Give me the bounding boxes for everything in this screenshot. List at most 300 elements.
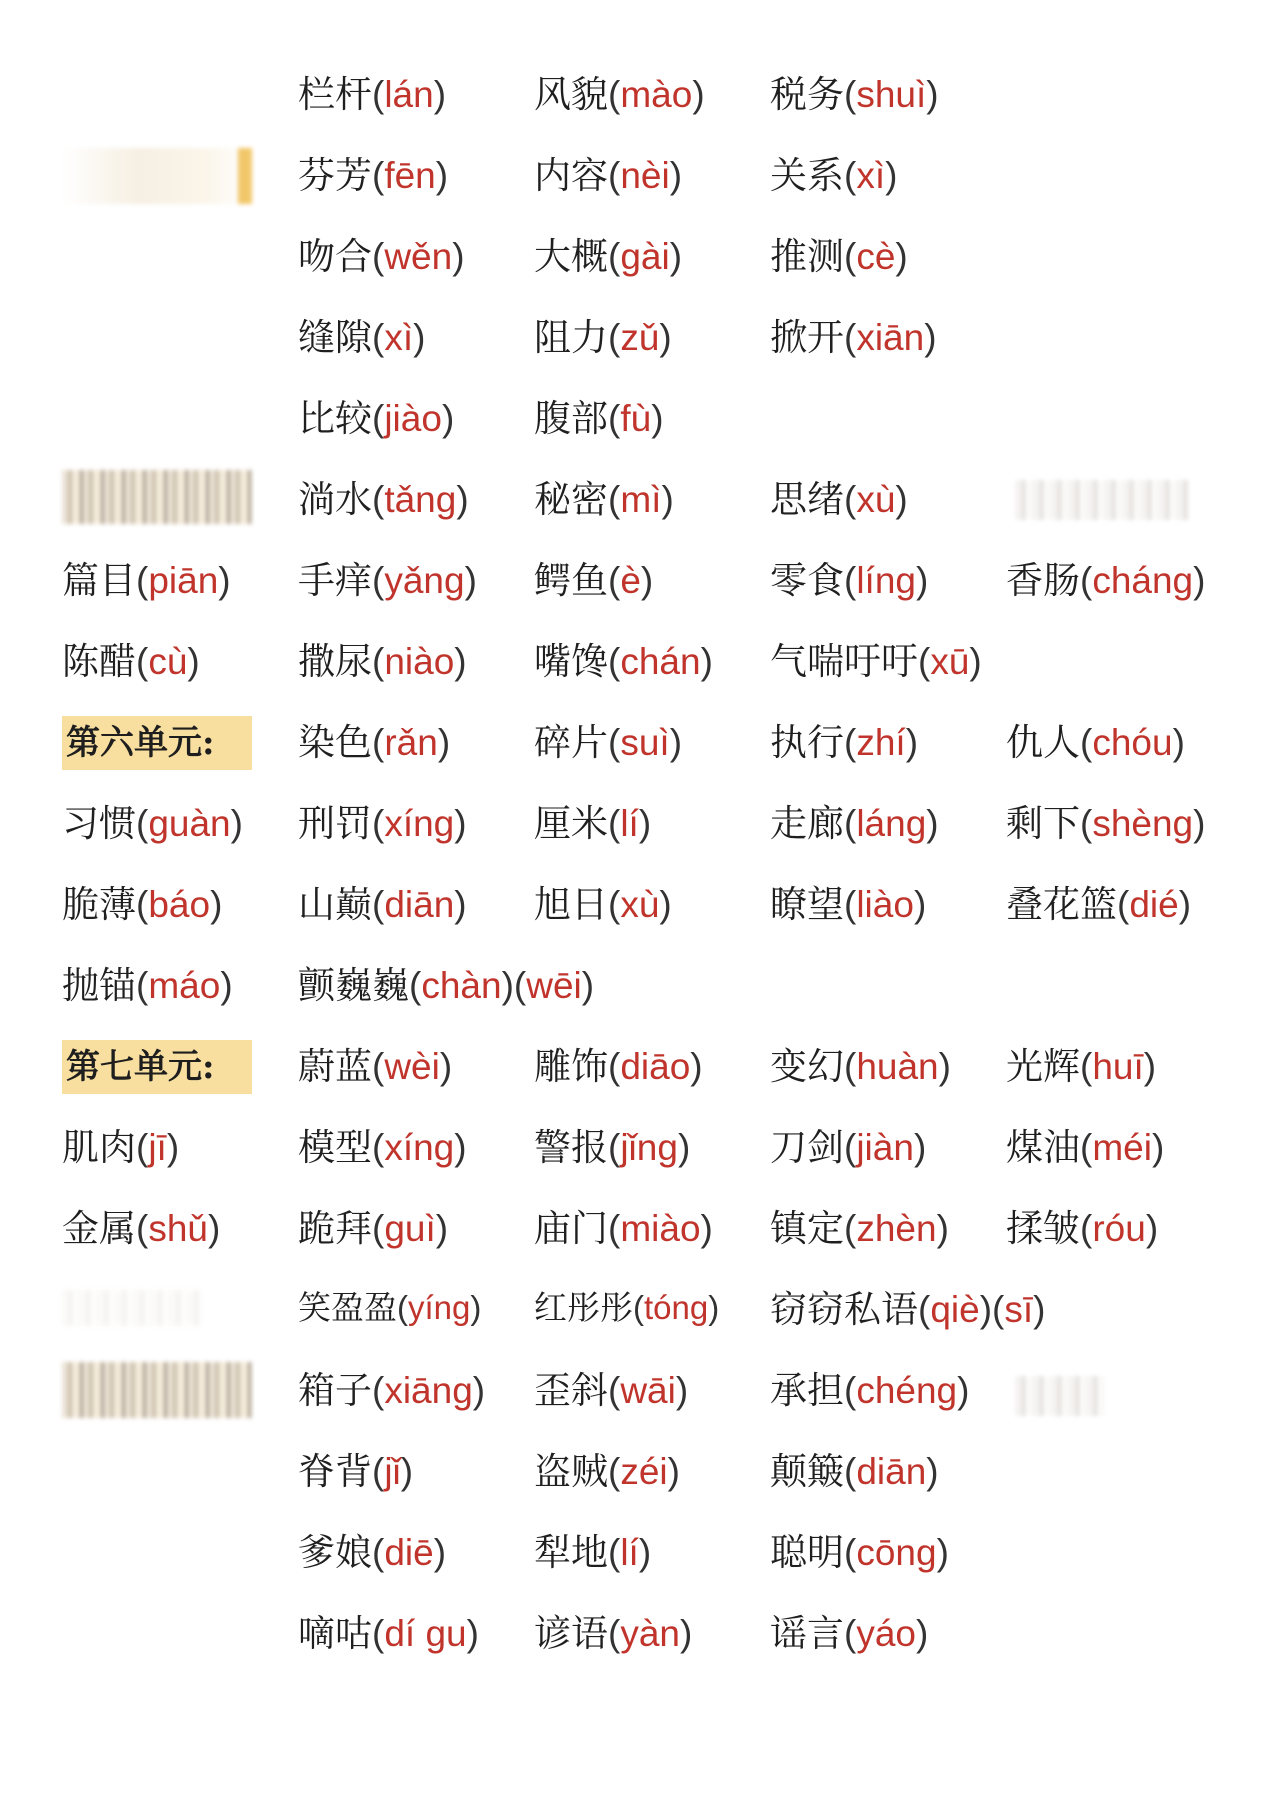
vocab-pinyin: shǔ [148, 1208, 208, 1249]
paren-open: ( [608, 479, 621, 520]
vocab-item [770, 559, 929, 602]
paren-close: ) [667, 1451, 680, 1492]
vocab-item [770, 883, 927, 926]
vocab-item [770, 1045, 951, 1088]
vocab-item [534, 316, 672, 359]
blurred-heading-3 [62, 1362, 252, 1418]
vocab-pinyin: niào [384, 641, 455, 682]
vocab-item [534, 1369, 689, 1412]
paren-open: ( [1080, 1208, 1093, 1249]
paren-open: ( [608, 560, 621, 601]
paren-close: ) [905, 722, 919, 763]
paren-open: ( [844, 479, 857, 520]
paren-open: ( [608, 1613, 621, 1654]
vocab-pinyin: nèi [620, 155, 670, 196]
vocab-item [534, 1207, 713, 1250]
paren-open: ( [844, 722, 857, 763]
paren-open: ( [1080, 722, 1093, 763]
paren-open: ( [844, 1208, 857, 1249]
vocab-item [298, 964, 595, 1007]
paren-open: ( [1080, 1127, 1093, 1168]
vocab-item [770, 316, 937, 359]
paren-open: ( [918, 641, 931, 682]
vocab-word: 脆薄 [62, 883, 136, 926]
vocab-item [298, 1369, 486, 1412]
vocab-pinyin: miào [620, 1208, 701, 1249]
paren-open: ( [608, 1208, 621, 1249]
vocab-word: 歪斜 [534, 1369, 608, 1412]
paren-close: ) [187, 641, 200, 682]
vocab-item [770, 154, 898, 197]
vocab-word: 内容 [534, 154, 608, 197]
vocab-pinyin: lí [620, 1532, 639, 1573]
paren-open: ( [1117, 884, 1130, 925]
vocab-item [534, 397, 664, 440]
vocab-pinyin: diāo [620, 1046, 691, 1087]
vocab-pinyin: shèng [1092, 803, 1194, 844]
vocab-item [62, 640, 200, 683]
vocab-word: 仇人 [1006, 721, 1080, 764]
paren-close: ) [433, 74, 447, 115]
vocab-word: 承担 [770, 1369, 844, 1412]
vocab-word: 光辉 [1006, 1045, 1080, 1088]
vocab-pinyin: diān [384, 884, 455, 925]
vocab-word: 税务 [770, 73, 844, 116]
vocab-pinyin: cōng [856, 1532, 937, 1573]
paren-close: ) [979, 1289, 993, 1330]
vocab-word: 镇定 [770, 1207, 844, 1250]
vocab-word: 陈醋 [62, 640, 136, 683]
blurred-fragment-3 [1015, 1376, 1105, 1416]
vocab-pinyin: chàn [421, 965, 502, 1006]
vocab-pinyin-2: wēi [526, 965, 582, 1006]
paren-close: ) [452, 236, 465, 277]
vocab-word: 大概 [534, 235, 608, 278]
paren-close: ) [413, 317, 426, 358]
vocab-word: 染色 [298, 721, 372, 764]
vocab-pinyin: rǎn [384, 722, 438, 763]
paren-open: ( [513, 965, 527, 1006]
vocab-item [534, 559, 654, 602]
paren-close: ) [924, 317, 937, 358]
paren-open: ( [844, 803, 857, 844]
vocab-item [770, 1126, 927, 1169]
vocab-word: 金属 [62, 1207, 136, 1250]
vocab-word: 雕饰 [534, 1045, 608, 1088]
vocab-item [534, 73, 705, 116]
vocab-item [298, 883, 467, 926]
paren-open: ( [372, 884, 385, 925]
paren-close: ) [400, 1451, 414, 1492]
vocab-pinyin: chéng [856, 1370, 958, 1411]
paren-open: ( [372, 722, 385, 763]
paren-open: ( [608, 74, 621, 115]
vocab-item [770, 1450, 939, 1493]
vocab-word: 阻力 [534, 316, 608, 359]
vocab-item [534, 235, 683, 278]
vocab-item [534, 154, 683, 197]
vocab-pinyin: fēn [384, 155, 436, 196]
paren-close: ) [669, 722, 683, 763]
vocab-word: 走廊 [770, 802, 844, 845]
paren-open: ( [136, 1127, 149, 1168]
vocab-pinyin: diē [384, 1532, 434, 1573]
vocab-item [534, 1612, 693, 1655]
paren-close: ) [915, 560, 929, 601]
paren-open: ( [844, 1127, 857, 1168]
vocab-word: 思绪 [770, 478, 844, 521]
paren-close: ) [220, 965, 233, 1006]
vocab-word: 执行 [770, 721, 844, 764]
vocab-word: 揉皱 [1006, 1207, 1080, 1250]
vocab-pinyin: tǎng [384, 479, 457, 520]
paren-open: ( [844, 560, 857, 601]
vocab-item [770, 640, 982, 683]
paren-close: ) [913, 1127, 927, 1168]
vocab-word: 厘米 [534, 802, 608, 845]
paren-open: ( [844, 74, 857, 115]
vocab-item [298, 235, 465, 278]
paren-open: ( [844, 1370, 857, 1411]
vocab-pinyin: qiè [930, 1289, 980, 1330]
paren-close: ) [638, 1532, 652, 1573]
paren-open: ( [372, 1208, 385, 1249]
vocab-pinyin: jiàn [856, 1127, 914, 1168]
vocab-word: 箱子 [298, 1369, 372, 1412]
paren-close: ) [926, 1451, 939, 1492]
paren-open: ( [397, 1289, 408, 1326]
vocab-word: 关系 [770, 154, 844, 197]
vocab-word: 犁地 [534, 1531, 608, 1574]
vocab-item [298, 1207, 449, 1250]
unit7-heading: 第七单元: [62, 1040, 252, 1094]
vocab-word: 比较 [298, 397, 372, 440]
paren-open: ( [136, 1208, 149, 1249]
paren-open: ( [136, 641, 149, 682]
vocab-pinyin: jiào [384, 398, 442, 439]
vocab-pinyin: wāi [620, 1370, 676, 1411]
vocab-pinyin: jī [148, 1127, 167, 1168]
vocab-item [298, 1612, 479, 1655]
vocab-word: 香肠 [1006, 559, 1080, 602]
vocab-word: 肌肉 [62, 1126, 136, 1169]
vocab-pinyin: líng [856, 560, 916, 601]
paren-close: ) [936, 1532, 949, 1573]
paren-close: ) [638, 803, 652, 844]
paren-open: ( [372, 1613, 385, 1654]
vocab-word: 栏杆 [298, 73, 372, 116]
vocab-item [1006, 802, 1206, 845]
vocab-word: 笑盈盈 [298, 1288, 397, 1327]
vocab-pinyin: dié [1129, 884, 1179, 925]
vocab-pinyin: huàn [856, 1046, 939, 1087]
vocab-word: 抛锚 [62, 964, 136, 1007]
vocab-pinyin: wěn [384, 236, 453, 277]
paren-close: ) [454, 803, 467, 844]
vocab-pinyin: róu [1092, 1208, 1146, 1249]
paren-open: ( [608, 1532, 621, 1573]
paren-close: ) [501, 965, 514, 1006]
paren-close: ) [466, 1613, 479, 1654]
vocab-item [62, 964, 233, 1007]
vocab-pinyin: wèi [384, 1046, 440, 1087]
paren-close: ) [957, 1370, 970, 1411]
paren-open: ( [844, 317, 857, 358]
vocab-item [1006, 1045, 1157, 1088]
paren-open: ( [844, 1613, 857, 1654]
paren-open: ( [372, 1127, 385, 1168]
paren-open: ( [608, 722, 621, 763]
paren-open: ( [844, 1532, 857, 1573]
vocab-item [770, 1369, 970, 1412]
vocab-word: 煤油 [1006, 1126, 1080, 1169]
paren-close: ) [456, 479, 469, 520]
paren-close: ) [679, 1613, 693, 1654]
vocab-item [298, 154, 449, 197]
paren-close: ) [439, 1046, 453, 1087]
paren-close: ) [885, 155, 898, 196]
paren-close: ) [938, 1046, 951, 1087]
vocab-item [534, 1450, 680, 1493]
paren-open: ( [372, 479, 385, 520]
paren-open: ( [608, 1046, 621, 1087]
paren-close: ) [651, 398, 664, 439]
vocab-pinyin: xù [620, 884, 660, 925]
vocab-item [534, 478, 674, 521]
vocab-item [770, 721, 919, 764]
paren-open: ( [136, 965, 149, 1006]
paren-open: ( [372, 398, 385, 439]
paren-close: ) [659, 884, 672, 925]
vocab-item [770, 1207, 949, 1250]
vocab-item [534, 640, 713, 683]
vocab-word: 刑罚 [298, 802, 372, 845]
vocab-pinyin: chóu [1092, 722, 1173, 763]
vocab-pinyin: guì [384, 1208, 436, 1249]
vocab-pinyin: xì [856, 155, 886, 196]
vocab-item [298, 1288, 482, 1327]
vocab-word: 碎片 [534, 721, 608, 764]
paren-open: ( [844, 236, 857, 277]
paren-open: ( [372, 74, 385, 115]
vocab-item [534, 883, 672, 926]
paren-open: ( [608, 803, 621, 844]
vocab-pinyin: xíng [384, 803, 455, 844]
vocab-word: 谚语 [534, 1612, 608, 1655]
vocab-pinyin: fù [620, 398, 652, 439]
paren-close: ) [700, 641, 713, 682]
paren-open: ( [918, 1289, 931, 1330]
vocab-item [770, 1288, 1046, 1331]
vocab-word: 零食 [770, 559, 844, 602]
vocab-pinyin: báo [148, 884, 211, 925]
paren-close: ) [669, 155, 683, 196]
paren-open: ( [136, 884, 149, 925]
paren-close: ) [435, 1208, 449, 1249]
vocab-item [62, 1126, 180, 1169]
paren-close: ) [926, 74, 939, 115]
paren-open: ( [844, 155, 857, 196]
vocab-pinyin: shuì [856, 74, 927, 115]
paren-open: ( [608, 236, 621, 277]
vocab-pinyin: cù [148, 641, 188, 682]
paren-close: ) [472, 1370, 486, 1411]
paren-open: ( [608, 1451, 621, 1492]
paren-open: ( [1080, 560, 1093, 601]
vocab-pinyin: mì [620, 479, 662, 520]
paren-open: ( [372, 1370, 385, 1411]
vocab-pinyin: diān [856, 1451, 927, 1492]
vocab-word: 秘密 [534, 478, 608, 521]
vocab-pinyin: gài [620, 236, 670, 277]
paren-close: ) [470, 1289, 482, 1326]
vocab-pinyin: huī [1092, 1046, 1144, 1087]
vocab-item [298, 1450, 414, 1493]
vocab-item [298, 640, 467, 683]
vocab-pinyin: xiāng [384, 1370, 473, 1411]
paren-close: ) [454, 1127, 467, 1168]
paren-close: ) [669, 236, 683, 277]
paren-open: ( [372, 1532, 385, 1573]
vocab-pinyin: chán [620, 641, 701, 682]
vocab-item [298, 721, 451, 764]
vocab-pinyin: cháng [1092, 560, 1194, 601]
vocab-word: 叠花篮 [1006, 883, 1117, 926]
vocab-pinyin: lán [384, 74, 434, 115]
paren-open: ( [608, 641, 621, 682]
paren-close: ) [433, 1532, 447, 1573]
vocab-word: 脊背 [298, 1450, 372, 1493]
paren-close: ) [1033, 1289, 1046, 1330]
vocab-word: 芬芳 [298, 154, 372, 197]
vocab-item [534, 1288, 720, 1327]
paren-open: ( [372, 803, 385, 844]
vocab-pinyin: yáo [856, 1613, 916, 1654]
vocab-item [770, 1612, 929, 1655]
vocab-word: 吻合 [298, 235, 372, 278]
vocab-word: 嘴馋 [534, 640, 608, 683]
paren-close: ) [207, 1208, 221, 1249]
vocab-item [534, 1126, 691, 1169]
vocab-pinyin: guàn [148, 803, 231, 844]
vocab-item [534, 802, 652, 845]
vocab-item [534, 1045, 703, 1088]
paren-close: ) [454, 641, 467, 682]
paren-open: ( [372, 641, 385, 682]
paren-open: ( [608, 1127, 621, 1168]
paren-close: ) [969, 641, 982, 682]
paren-close: ) [437, 722, 451, 763]
vocab-pinyin: liào [856, 884, 914, 925]
vocab-item [534, 721, 683, 764]
paren-open: ( [1080, 1046, 1093, 1087]
vocab-word: 盗贼 [534, 1450, 608, 1493]
vocab-word: 篇目 [62, 559, 136, 602]
paren-open: ( [608, 398, 621, 439]
vocab-item [1006, 883, 1192, 926]
vocab-pinyin: xì [384, 317, 414, 358]
paren-open: ( [844, 1046, 857, 1087]
paren-close: ) [441, 398, 455, 439]
paren-close: ) [895, 236, 908, 277]
paren-close: ) [659, 317, 672, 358]
vocab-word: 缝隙 [298, 316, 372, 359]
paren-close: ) [1172, 722, 1185, 763]
vocab-pinyin: suì [620, 722, 670, 763]
blurred-fragment-2 [62, 1290, 202, 1326]
vocab-pinyin: yǎng [384, 560, 465, 601]
vocab-pinyin-2: sī [1004, 1289, 1034, 1330]
vocab-item [298, 397, 455, 440]
vocab-pinyin: xū [930, 641, 970, 682]
vocab-word: 嘀咕 [298, 1612, 372, 1655]
vocab-item [770, 802, 939, 845]
vocab-item [298, 73, 447, 116]
paren-open: ( [992, 1289, 1005, 1330]
vocab-item [770, 73, 939, 116]
vocab-word: 瞭望 [770, 883, 844, 926]
vocab-pinyin: è [620, 560, 641, 601]
paren-open: ( [844, 1451, 857, 1492]
vocab-pinyin: xiān [856, 317, 925, 358]
vocab-pinyin: máo [148, 965, 221, 1006]
paren-close: ) [454, 884, 467, 925]
vocab-word: 旭日 [534, 883, 608, 926]
paren-close: ) [690, 1046, 703, 1087]
paren-open: ( [633, 1289, 644, 1326]
vocab-word: 掀开 [770, 316, 844, 359]
vocab-pinyin: zǔ [620, 317, 660, 358]
vocab-item [62, 802, 243, 845]
vocab-word: 鳄鱼 [534, 559, 608, 602]
vocab-word: 爹娘 [298, 1531, 372, 1574]
vocab-pinyin: piān [148, 560, 219, 601]
vocab-word: 变幻 [770, 1045, 844, 1088]
vocab-item [770, 1531, 949, 1574]
vocab-word: 谣言 [770, 1612, 844, 1655]
vocab-item [62, 1207, 221, 1250]
paren-close: ) [913, 884, 927, 925]
paren-open: ( [608, 317, 621, 358]
paren-open: ( [608, 1370, 621, 1411]
vocab-word: 颠簸 [770, 1450, 844, 1493]
vocab-item [298, 1045, 453, 1088]
vocab-pinyin: xù [856, 479, 896, 520]
vocab-item [1006, 1126, 1165, 1169]
paren-close: ) [675, 1370, 689, 1411]
paren-close: ) [210, 884, 223, 925]
vocab-word: 撒尿 [298, 640, 372, 683]
paren-close: ) [700, 1208, 713, 1249]
vocab-pinyin: mào [620, 74, 693, 115]
vocab-word: 风貌 [534, 73, 608, 116]
vocab-item [298, 1531, 447, 1574]
paren-close: ) [464, 560, 477, 601]
vocab-word: 蔚蓝 [298, 1045, 372, 1088]
vocab-pinyin: zhèn [856, 1208, 937, 1249]
paren-close: ) [661, 479, 674, 520]
vocab-item [62, 883, 223, 926]
paren-close: ) [936, 1208, 949, 1249]
vocab-word: 跪拜 [298, 1207, 372, 1250]
paren-open: ( [372, 1046, 385, 1087]
paren-close: ) [1193, 803, 1206, 844]
paren-close: ) [435, 155, 449, 196]
blurred-heading-1 [62, 148, 252, 204]
paren-open: ( [372, 560, 385, 601]
vocab-pinyin: dí gu [384, 1613, 467, 1654]
paren-open: ( [608, 155, 621, 196]
